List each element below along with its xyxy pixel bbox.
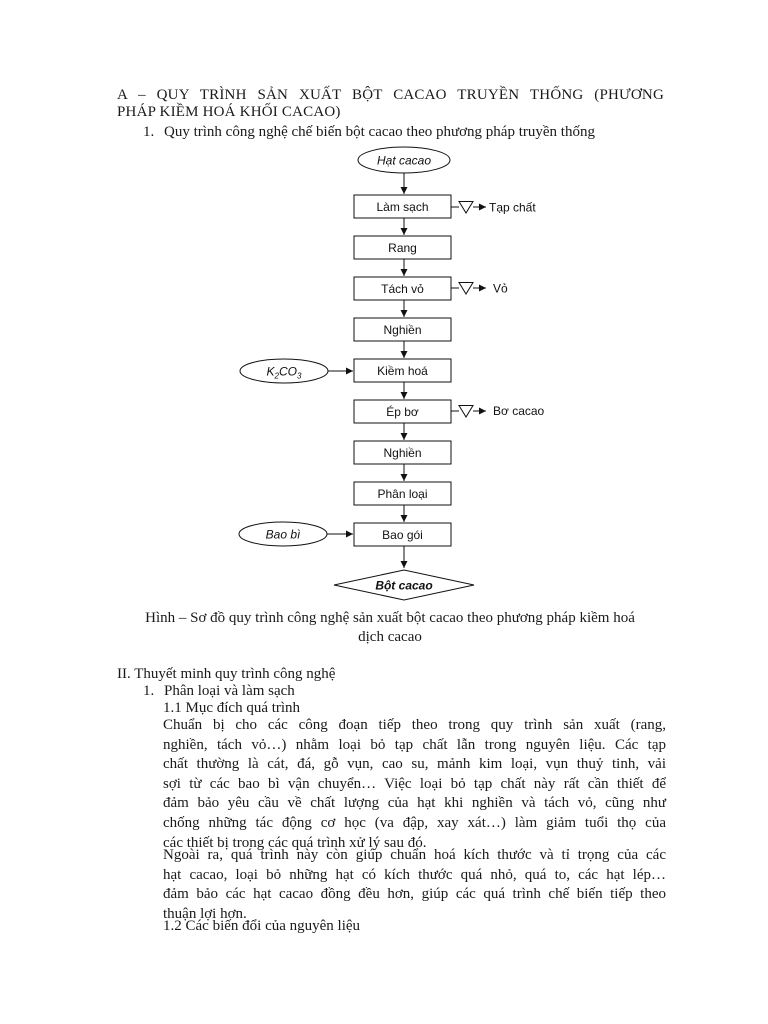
paragraph-1-line: chất thường là cát, đá, gỗ vụn, cao su, mảnh kim loại, vụn thuỷ tinh, vải	[163, 756, 666, 773]
caption-line-2: dịch cacao	[358, 629, 422, 645]
step-nghien-2	[354, 441, 451, 464]
paragraph-1-line: nghiền, tách vỏ…) nhằm loại bỏ tạp chất lẫn trong nguyên liệu. Các tạp	[163, 736, 666, 753]
heading-line-1: A – QUY TRÌNH SẢN XUẤT BỘT CACAO TRUYỀN THỐNG (PHƯƠNG	[117, 87, 664, 103]
paragraph-2-line: Ngoài ra, quá trình này còn giúp chuẩn hoá kích thước và tỉ trọng của các	[163, 847, 666, 863]
paragraph-2-line: thuận lợi hơn.	[163, 905, 247, 922]
item-1-text: Phân loại và làm sạch	[164, 683, 295, 699]
end-node	[334, 570, 474, 600]
input-bao-bi	[239, 522, 353, 546]
step-phan-loai	[354, 482, 451, 505]
heading-line-2: PHÁP KIỀM HOÁ KHỐI CACAO)	[117, 104, 341, 120]
paragraph-1-line: Chuẩn bị cho các công đoạn tiếp theo trong quy trình sản xuất (rang,	[163, 717, 666, 733]
paragraph-1-line: chống những tác động cơ học (va đập, xay xát…) làm giảm tuổi thọ của	[163, 814, 666, 831]
output-bo-cacao-label: Bơ cacao	[493, 404, 545, 418]
paragraph-1-line: đảm bảo yêu cầu về chất lượng của hạt khi nghiền và tách vỏ, cũng như	[163, 795, 666, 812]
item-1-number: 1.	[143, 683, 155, 699]
section-2-heading: II. Thuyết minh quy trình công nghệ	[117, 666, 336, 682]
step-bao-goi-label: Bao gói	[382, 528, 423, 542]
item-1-heading	[143, 683, 295, 700]
step-ep-bo	[354, 400, 451, 423]
step-kiem-hoa-label: Kiềm hoá	[377, 364, 428, 378]
step-rang	[354, 236, 451, 259]
input-k2co3-label: $K_2CO_3$	[266, 364, 302, 381]
step-nghien-1	[354, 318, 451, 341]
input-bao-bi-label: Bao bì	[265, 527, 301, 542]
output-triangle-icon	[459, 202, 473, 214]
output-tap-chat-label: Tạp chất	[489, 200, 536, 215]
step-tach-vo	[354, 277, 451, 300]
step-nghien-1-label: Nghiền	[383, 323, 422, 337]
input-k2co3	[240, 359, 353, 383]
paragraph-2-line: hạt cacao, loại bỏ những hạt có kích thước quá nhỏ, quá to, các hạt lép…	[163, 866, 666, 883]
end-node-label: Bột cacao	[375, 578, 433, 593]
figure-caption	[110, 609, 670, 647]
step-kiem-hoa	[354, 359, 451, 382]
step-phan-loai-label: Phân loại	[377, 487, 428, 501]
paragraph-2-line: đảm bảo các hạt cacao đồng đều hơn, giúp các quá trình chế biến tiếp theo	[163, 886, 666, 903]
output-bo-cacao	[451, 404, 545, 418]
subsection-1-1-heading: 1.1 Mục đích quá trình	[163, 700, 301, 716]
caption-line-1: Hình – Sơ đồ quy trình công nghệ sản xuất bột cacao theo phương pháp kiềm hoá	[145, 610, 635, 626]
subsection-1-2-heading: 1.2 Các biến đổi của nguyên liệu	[163, 918, 361, 934]
step-ep-bo-label: Ép bơ	[386, 405, 419, 419]
step-bao-goi	[354, 523, 451, 546]
paragraph-1-line: sợi từ các bao bì vận chuyển… Việc loại bỏ tạp chất này rất cần thiết để	[163, 775, 666, 792]
output-triangle-icon	[459, 406, 473, 418]
start-node-label: Hạt cacao	[376, 153, 432, 168]
paragraph-2	[163, 846, 666, 924]
output-tap-chat	[451, 201, 536, 215]
output-vo	[451, 282, 508, 296]
step-tach-vo-label: Tách vỏ	[381, 282, 424, 296]
step-lam-sach	[354, 195, 451, 218]
subheading-1-number: 1.	[143, 124, 155, 140]
output-vo-label: Vỏ	[493, 281, 508, 296]
step-lam-sach-label: Làm sạch	[376, 200, 429, 214]
step-rang-label: Rang	[388, 241, 417, 255]
output-triangle-icon	[459, 283, 473, 295]
start-node	[358, 147, 450, 173]
subheading-1-text: Quy trình công nghệ chế biến bột cacao theo phương pháp truyền thống	[164, 124, 595, 140]
paragraph-1-line: các thiết bị trong các quá trình xử lý sau đó.	[163, 834, 427, 851]
paragraph-1	[163, 716, 666, 853]
step-nghien-2-label: Nghiền	[383, 446, 422, 460]
